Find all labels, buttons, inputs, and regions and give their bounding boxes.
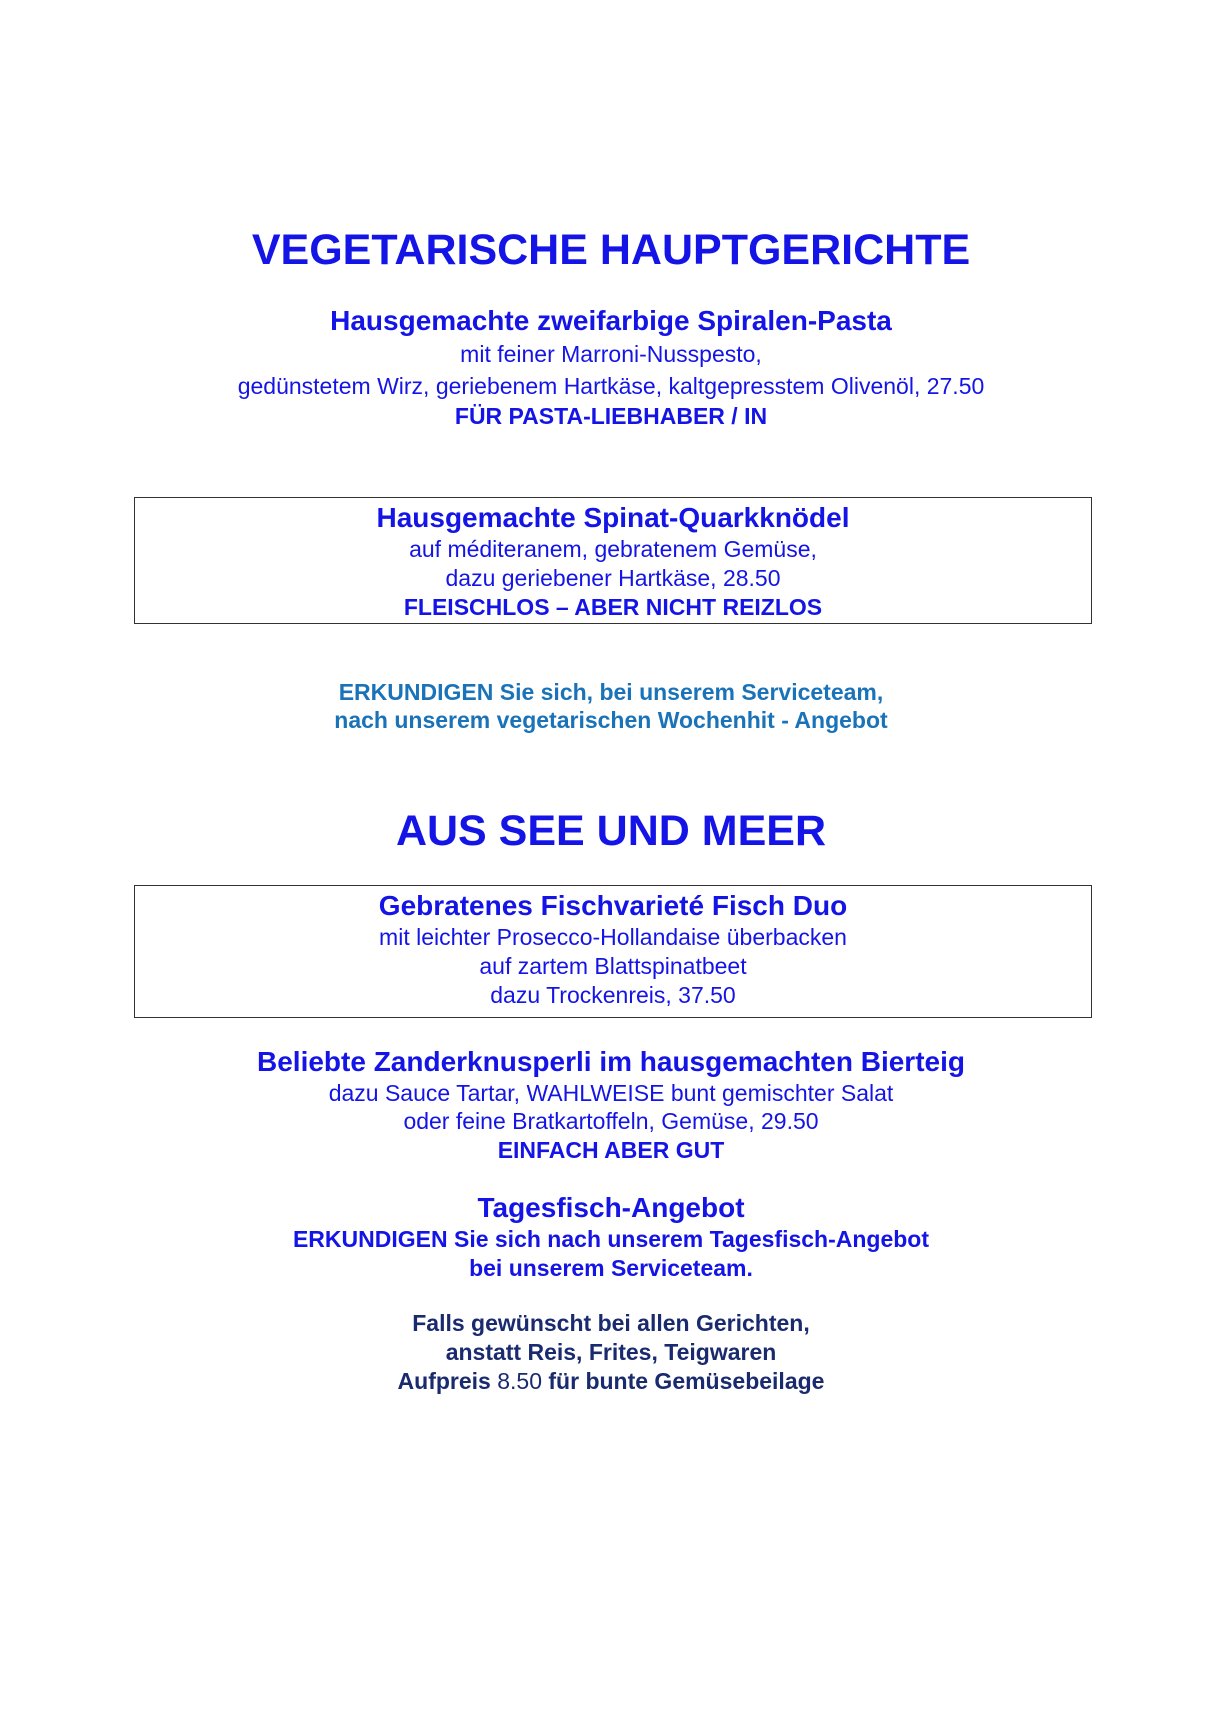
dish-description-line: gedünstetem Wirz, geriebenem Hartkäse, kaltgepresstem Olivenöl, 27.50: [237, 373, 985, 399]
footer-surcharge-price: 8.50: [497, 1368, 542, 1394]
dish-tagline: FÜR PASTA-LIEBHABER / IN: [454, 403, 768, 429]
dish-title-spiral-pasta: Hausgemachte zweifarbige Spiralen-Pasta: [330, 305, 892, 336]
vegetarian-notice-line: ERKUNDIGEN Sie sich, bei unserem Serviceteam,: [338, 679, 884, 705]
section-heading-vegetarian: VEGETARISCHE HAUPTGERICHTE: [251, 226, 971, 274]
dish-description-line: auf zartem Blattspinatbeet: [479, 953, 747, 979]
footer-surcharge-line: [0, 1367, 1222, 1396]
dish-tagline: EINFACH ABER GUT: [497, 1137, 725, 1163]
dish-box-fish-duo: [134, 885, 1092, 1018]
footer-line: Falls gewünscht bei allen Gerichten,: [412, 1310, 810, 1336]
dish-description-line: mit leichter Prosecco-Hollandaise überbacken: [379, 924, 847, 950]
dish-description-line: auf méditeranem, gebratenem Gemüse,: [409, 536, 817, 562]
dish-box-spinach-dumplings: [134, 497, 1092, 624]
footer-surcharge-prefix: Aufpreis: [397, 1368, 491, 1394]
dish-description-line: dazu Sauce Tartar, WAHLWEISE bunt gemischter Salat: [328, 1080, 894, 1106]
footer-line: anstatt Reis, Frites, Teigwaren: [445, 1339, 777, 1365]
dish-title-fish-duo: Gebratenes Fischvarieté Fisch Duo: [378, 890, 848, 921]
dish-title-zander: Beliebte Zanderknusperli im hausgemachten Bierteig: [257, 1046, 965, 1077]
section-heading-fish: AUS SEE UND MEER: [395, 807, 827, 855]
dish-description-line: dazu geriebener Hartkäse, 28.50: [445, 565, 781, 591]
dish-title-daily-fish: Tagesfisch-Angebot: [477, 1192, 745, 1223]
dish-description-line: oder feine Bratkartoffeln, Gemüse, 29.50: [403, 1108, 819, 1134]
dish-title-spinach-dumplings: Hausgemachte Spinat-Quarkknödel: [376, 502, 850, 533]
daily-fish-notice-line: bei unserem Serviceteam.: [469, 1255, 753, 1281]
dish-tagline: FLEISCHLOS – ABER NICHT REIZLOS: [403, 594, 823, 620]
daily-fish-notice-line: ERKUNDIGEN Sie sich nach unserem Tagesfisch-Angebot: [292, 1226, 930, 1252]
dish-description-line: dazu Trockenreis, 37.50: [490, 982, 736, 1008]
vegetarian-notice-line: nach unserem vegetarischen Wochenhit - Angebot: [334, 707, 888, 733]
dish-description-line: mit feiner Marroni-Nusspesto,: [460, 341, 762, 367]
footer-surcharge-suffix: für bunte Gemüsebeilage: [548, 1368, 825, 1394]
